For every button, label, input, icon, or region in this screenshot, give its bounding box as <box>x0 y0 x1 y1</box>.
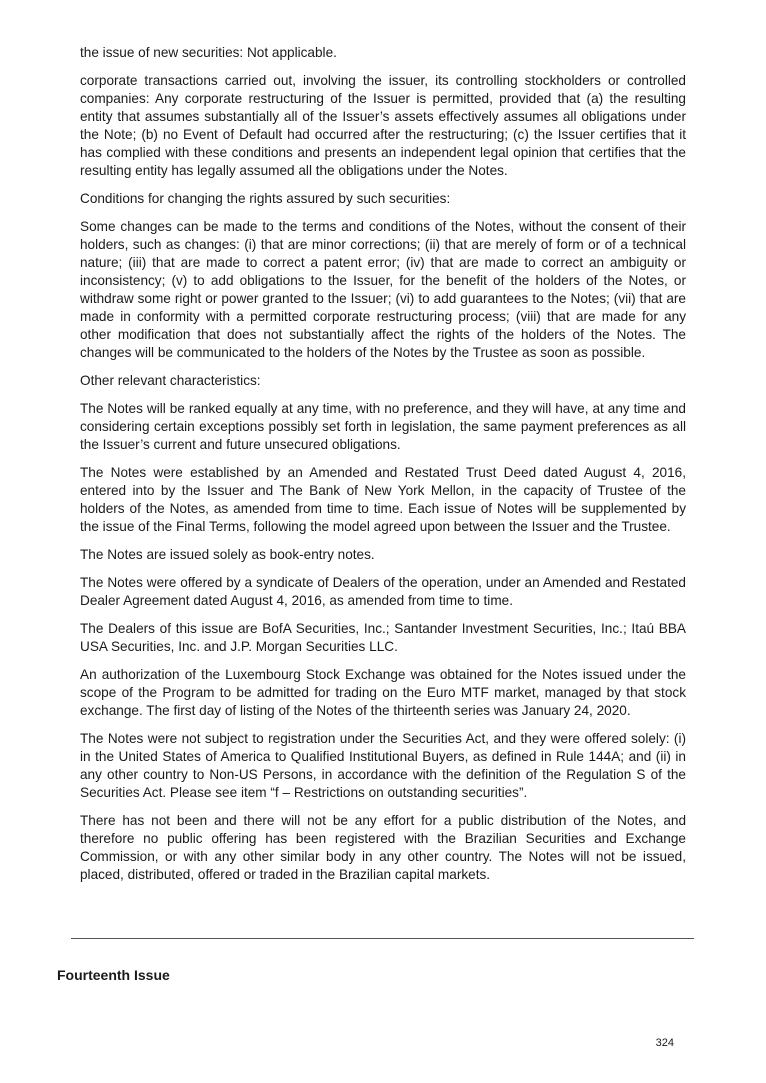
paragraph-conditions-heading: Conditions for changing the rights assured by such securities: <box>80 191 451 206</box>
paragraph-other-characteristics-heading: Other relevant characteristics: <box>80 373 261 388</box>
page-number: 324 <box>655 1037 674 1049</box>
paragraph-new-securities: the issue of new securities: Not applicable. <box>80 45 337 60</box>
document-body <box>80 44 686 894</box>
paragraph-trust-deed: The Notes were established by an Amended and Restated Trust Deed dated August 4, 2016, entered into by the Issuer and The Bank of New York Mellon, in the capacity of Trustee of the holders of the Notes, as amended from time to time. Each issue of Notes will be supplemented by the issue of the Final Terms, following the model agreed upon between the Issuer and the Trustee. <box>80 465 686 534</box>
paragraph-registration: The Notes were not subject to registration under the Securities Act, and they were offered solely: (i) in the United States of America to Qualified Institutional Buyers, as defined in Rule 144A; and (ii) in any other country to Non-US Persons, in accordance with the definition of the Regulation S of the Securities Act. Please see item “f – Restrictions on outstanding securities”. <box>80 731 686 800</box>
paragraph-dealers: The Dealers of this issue are BofA Securities, Inc.; Santander Investment Securities, Inc.; Itaú BBA USA Securities, Inc. and J.P. Morgan Securities LLC. <box>80 621 686 654</box>
paragraph-dealer-agreement: The Notes were offered by a syndicate of Dealers of the operation, under an Amended and Restated Dealer Agreement dated August 4, 2016, as amended from time to time. <box>80 575 686 608</box>
section-divider <box>71 938 694 939</box>
paragraph-ranking: The Notes will be ranked equally at any time, with no preference, and they will have, at any time and considering certain exceptions possibly set forth in legislation, the same payment preferences as all the Issuer’s current and future unsecured obligations. <box>80 401 686 452</box>
paragraph-changes: Some changes can be made to the terms and conditions of the Notes, without the consent of their holders, such as changes: (i) that are minor corrections; (ii) that are merely of form or of a technical nature; (iii) that are made to correct a patent error; (iv) that are made to correct an ambiguity or inconsistency; (v) to add obligations to the Issuer, for the benefit of the holders of the Notes, or withdraw some right or power granted to the Issuer; (vi) to add guarantees to the Notes; (vii) that are made in conformity with a permitted corporate restructuring process; (viii) that are made for any other modification that does not substantially affect the rights of the holders of the Notes. The changes will be communicated to the holders of the Notes by the Trustee as soon as possible. <box>80 219 686 360</box>
paragraph-luxembourg-listing: An authorization of the Luxembourg Stock Exchange was obtained for the Notes issued under the scope of the Program to be admitted for trading on the Euro MTF market, managed by that stock exchange. The first day of listing of the Notes of the thirteenth series was January 24, 2020. <box>80 667 686 718</box>
section-heading: Fourteenth Issue <box>57 967 170 983</box>
paragraph-public-distribution: There has not been and there will not be any effort for a public distribution of the Notes, and therefore no public offering has been registered with the Brazilian Securities and Exchange Commission, or with any other similar body in any other country. The Notes will not be issued, placed, distributed, offered or traded in the Brazilian capital markets. <box>80 813 686 882</box>
paragraph-corporate-transactions: corporate transactions carried out, involving the issuer, its controlling stockholders or controlled companies: Any corporate restructuring of the Issuer is permitted, provided that (a) the resulting entity that assumes substantially all of the Issuer’s assets effectively assumes all obligations under the Note; (b) no Event of Default had occurred after the restructuring; (c) the Issuer certifies that it has complied with these conditions and presents an independent legal opinion that certifies that the resulting entity has legally assumed all the obligations under the Notes. <box>80 73 686 178</box>
paragraph-book-entry: The Notes are issued solely as book-entry notes. <box>80 547 375 562</box>
